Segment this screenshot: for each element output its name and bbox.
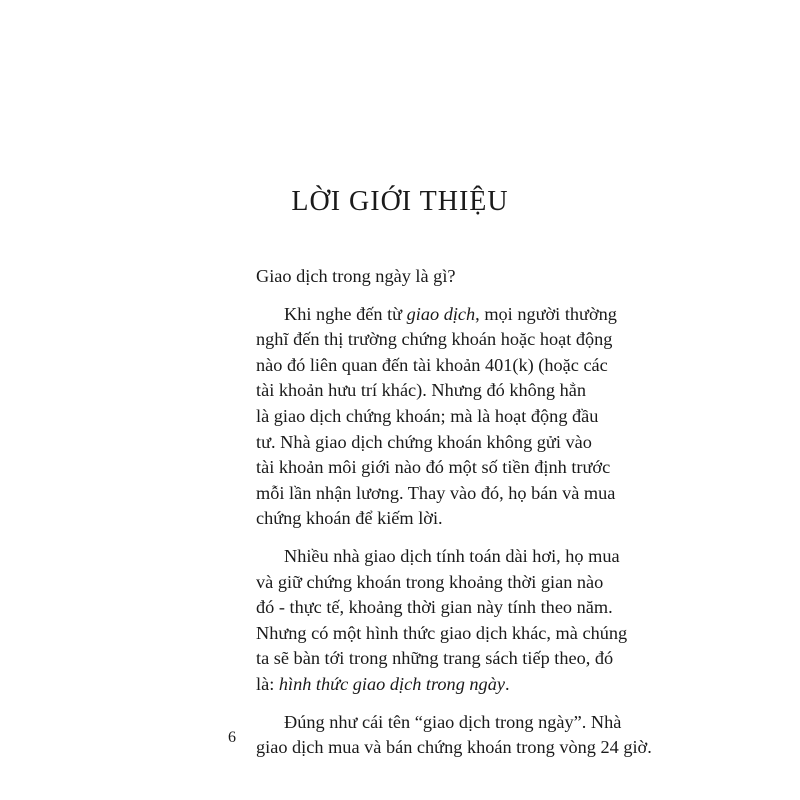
text-line: Khi nghe đến từ giao dịch, mọi người thường xyxy=(284,303,617,324)
text-line: ta sẽ bàn tới trong những trang sách tiếp theo, đó xyxy=(256,648,614,669)
text-line: chứng khoán để kiếm lời. xyxy=(256,508,443,529)
page-number: 6 xyxy=(228,729,236,746)
paragraph-1 xyxy=(228,264,573,290)
text-line: Nhiều nhà giao dịch tính toán dài hơi, họ mua xyxy=(284,545,620,566)
text-line: Nhưng có một hình thức giao dịch khác, mà chúng xyxy=(256,622,628,643)
text-line: nghĩ đến thị trường chứng khoán hoặc hoạt động xyxy=(256,329,613,350)
text-line: là giao dịch chứng khoán; mà là hoạt động đầu xyxy=(256,405,599,426)
text-line: tài khoản hưu trí khác). Nhưng đó không hẳn xyxy=(256,380,587,401)
paragraph-4 xyxy=(228,710,652,761)
text-line: Giao dịch trong ngày là gì? xyxy=(256,266,456,286)
text-line: tài khoản môi giới nào đó một số tiền định trước xyxy=(256,457,611,478)
paragraph-2 xyxy=(228,302,617,532)
text-line: tư. Nhà giao dịch chứng khoán không gửi vào xyxy=(256,431,592,452)
text-line: mỗi lần nhận lương. Thay vào đó, họ bán và mua xyxy=(256,482,616,503)
body-text xyxy=(228,264,652,761)
text-line: đó - thực tế, khoảng thời gian này tính theo năm. xyxy=(256,597,613,618)
text-line: nào đó liên quan đến tài khoản 401(k) (hoặc các xyxy=(256,354,608,375)
chapter-title: LỜI GIỚI THIỆU xyxy=(291,186,509,217)
text-line: Đúng như cái tên “giao dịch trong ngày”. Nhà xyxy=(284,711,622,732)
text-line: và giữ chứng khoán trong khoảng thời gian nào xyxy=(256,571,604,592)
text-line: giao dịch mua và bán chứng khoán trong vòng 24 giờ. xyxy=(256,737,652,758)
paragraph-3 xyxy=(228,544,628,698)
text-line: là: hình thức giao dịch trong ngày. xyxy=(256,673,510,694)
